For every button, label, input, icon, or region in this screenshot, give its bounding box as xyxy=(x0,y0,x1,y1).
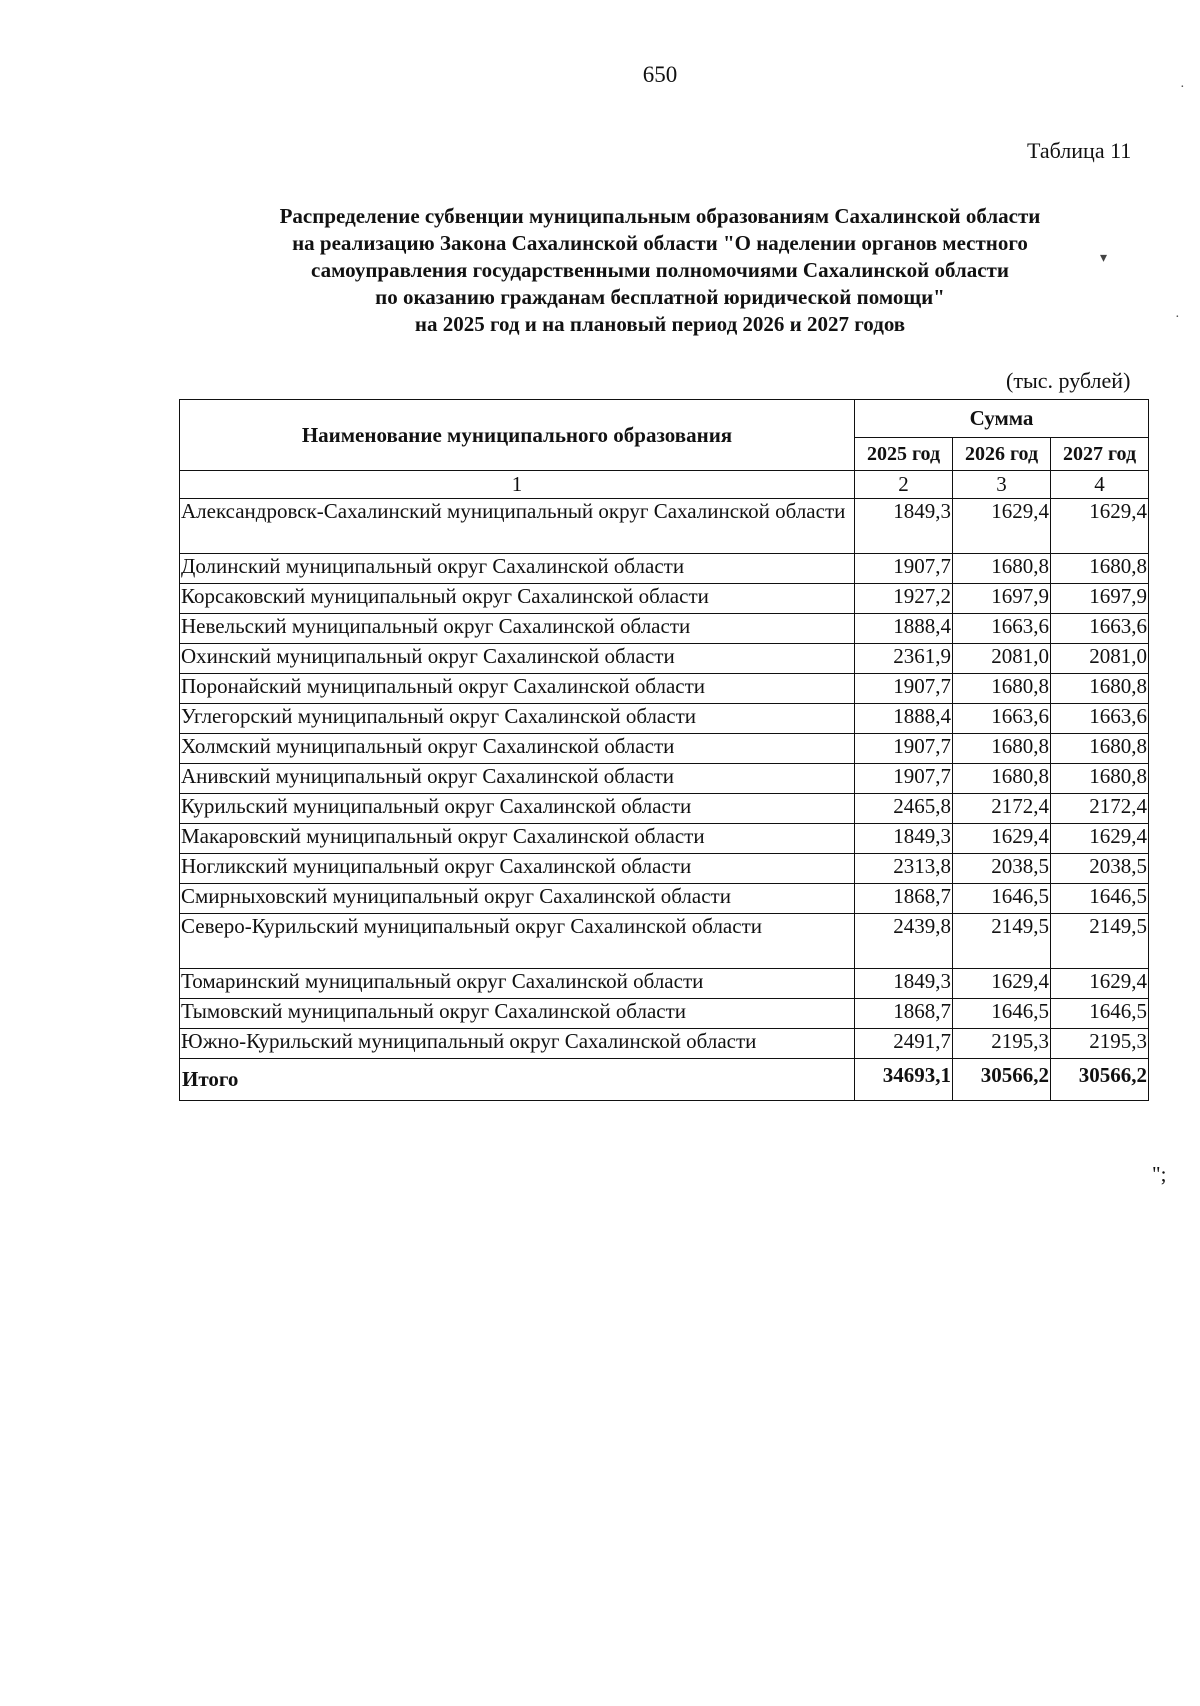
table-row xyxy=(180,764,1149,794)
header-year-2027: 2027 год xyxy=(1051,438,1149,471)
column-number: 1 xyxy=(180,471,855,499)
table-row xyxy=(180,854,1149,884)
column-number: 4 xyxy=(1051,471,1149,499)
table-row xyxy=(180,704,1149,734)
municipality-name: Курильский муниципальный округ Сахалинской области xyxy=(180,794,855,824)
value-2026: 1629,4 xyxy=(953,969,1051,999)
subvention-table xyxy=(179,399,1149,1101)
title-line: на 2025 год и на плановый период 2026 и 2027 годов xyxy=(414,312,906,336)
header-year-2025: 2025 год xyxy=(855,438,953,471)
municipality-name: Тымовский муниципальный округ Сахалинской области xyxy=(180,999,855,1029)
value-2026: 1680,8 xyxy=(953,554,1051,584)
table-row xyxy=(180,554,1149,584)
value-2027: 2038,5 xyxy=(1051,854,1149,884)
value-2027: 1680,8 xyxy=(1051,674,1149,704)
value-2026: 2172,4 xyxy=(953,794,1051,824)
municipality-name: Александровск-Сахалинский муниципальный округ Сахалинской области xyxy=(180,499,855,554)
value-2027: 2081,0 xyxy=(1051,644,1149,674)
table-row xyxy=(180,999,1149,1029)
municipality-name: Анивский муниципальный округ Сахалинской области xyxy=(180,764,855,794)
municipality-name: Макаровский муниципальный округ Сахалинской области xyxy=(180,824,855,854)
value-2025: 2361,9 xyxy=(855,644,953,674)
municipality-name: Охинский муниципальный округ Сахалинской области xyxy=(180,644,855,674)
value-2027: 2172,4 xyxy=(1051,794,1149,824)
value-2026: 1629,4 xyxy=(953,824,1051,854)
value-2027: 1646,5 xyxy=(1051,884,1149,914)
value-2026: 1680,8 xyxy=(953,674,1051,704)
value-2027: 1629,4 xyxy=(1051,969,1149,999)
value-2025: 1849,3 xyxy=(855,499,953,554)
municipality-name: Ногликский муниципальный округ Сахалинской области xyxy=(180,854,855,884)
table-row xyxy=(180,734,1149,764)
value-2027: 1663,6 xyxy=(1051,704,1149,734)
header-year-2026: 2026 год xyxy=(953,438,1051,471)
value-2026: 1680,8 xyxy=(953,764,1051,794)
table-row xyxy=(180,614,1149,644)
value-2025: 2439,8 xyxy=(855,914,953,969)
units-label: (тыс. рублей) xyxy=(1006,368,1131,393)
value-2027: 1697,9 xyxy=(1051,584,1149,614)
value-2025: 1888,4 xyxy=(855,704,953,734)
document-title xyxy=(180,203,1140,338)
value-2026: 2038,5 xyxy=(953,854,1051,884)
total-2026: 30566,2 xyxy=(953,1059,1051,1101)
value-2027: 1680,8 xyxy=(1051,734,1149,764)
value-2027: 1629,4 xyxy=(1051,824,1149,854)
value-2025: 1907,7 xyxy=(855,734,953,764)
total-2025: 34693,1 xyxy=(855,1059,953,1101)
municipality-name: Томаринский муниципальный округ Сахалинской области xyxy=(180,969,855,999)
title-line: самоуправления государственными полномочиями Сахалинской области xyxy=(311,258,1009,282)
municipality-name: Поронайский муниципальный округ Сахалинской области xyxy=(180,674,855,704)
municipality-name: Невельский муниципальный округ Сахалинской области xyxy=(180,614,855,644)
table-row xyxy=(180,499,1149,554)
table-row xyxy=(180,824,1149,854)
table-row xyxy=(180,914,1149,969)
value-2027: 1629,4 xyxy=(1051,499,1149,554)
municipality-name: Холмский муниципальный округ Сахалинской области xyxy=(180,734,855,764)
value-2026: 1646,5 xyxy=(953,884,1051,914)
municipality-name: Корсаковский муниципальный округ Сахалинской области xyxy=(180,584,855,614)
value-2025: 1868,7 xyxy=(855,884,953,914)
table-row xyxy=(180,884,1149,914)
table-label: Таблица 11 xyxy=(1027,138,1132,163)
header-municipality: Наименование муниципального образования xyxy=(180,400,855,471)
value-2026: 2195,3 xyxy=(953,1029,1051,1059)
municipality-name: Южно-Курильский муниципальный округ Сахалинской области xyxy=(180,1029,855,1059)
value-2026: 2081,0 xyxy=(953,644,1051,674)
value-2026: 1629,4 xyxy=(953,499,1051,554)
scan-speck: · xyxy=(1180,80,1185,95)
page-number: 650 xyxy=(642,62,678,87)
title-line: Распределение субвенции муниципальным образованиям Сахалинской области xyxy=(279,204,1041,228)
value-2027: 1663,6 xyxy=(1051,614,1149,644)
value-2025: 1907,7 xyxy=(855,554,953,584)
municipality-name: Долинский муниципальный округ Сахалинской области xyxy=(180,554,855,584)
total-row xyxy=(180,1059,1149,1101)
table-row xyxy=(180,644,1149,674)
value-2026: 1663,6 xyxy=(953,704,1051,734)
municipality-name: Смирныховский муниципальный округ Сахалинской области xyxy=(180,884,855,914)
table-row xyxy=(180,1029,1149,1059)
value-2026: 1663,6 xyxy=(953,614,1051,644)
value-2025: 1907,7 xyxy=(855,674,953,704)
value-2025: 1907,7 xyxy=(855,764,953,794)
column-number: 2 xyxy=(855,471,953,499)
title-line: на реализацию Закона Сахалинской области "О наделении органов местного xyxy=(292,231,1028,255)
value-2026: 1646,5 xyxy=(953,999,1051,1029)
value-2025: 1849,3 xyxy=(855,969,953,999)
municipality-name: Углегорский муниципальный округ Сахалинской области xyxy=(180,704,855,734)
value-2027: 2195,3 xyxy=(1051,1029,1149,1059)
value-2025: 2465,8 xyxy=(855,794,953,824)
value-2027: 1680,8 xyxy=(1051,554,1149,584)
value-2025: 1927,2 xyxy=(855,584,953,614)
table-row xyxy=(180,584,1149,614)
value-2025: 1888,4 xyxy=(855,614,953,644)
table-row xyxy=(180,794,1149,824)
total-2027: 30566,2 xyxy=(1051,1059,1149,1101)
value-2026: 1697,9 xyxy=(953,584,1051,614)
value-2025: 1849,3 xyxy=(855,824,953,854)
title-line: по оказанию гражданам бесплатной юридической помощи" xyxy=(375,285,945,309)
column-number: 3 xyxy=(953,471,1051,499)
closing-quote-mark: "; xyxy=(1152,1162,1167,1186)
value-2025: 1868,7 xyxy=(855,999,953,1029)
value-2026: 1680,8 xyxy=(953,734,1051,764)
value-2025: 2491,7 xyxy=(855,1029,953,1059)
value-2027: 2149,5 xyxy=(1051,914,1149,969)
table-row xyxy=(180,969,1149,999)
value-2025: 2313,8 xyxy=(855,854,953,884)
value-2026: 2149,5 xyxy=(953,914,1051,969)
table-row xyxy=(180,674,1149,704)
scan-speck: · xyxy=(1175,310,1180,325)
scan-speck: ▾ xyxy=(1100,251,1108,266)
value-2027: 1646,5 xyxy=(1051,999,1149,1029)
header-sum: Сумма xyxy=(855,400,1149,438)
value-2027: 1680,8 xyxy=(1051,764,1149,794)
total-label: Итого xyxy=(180,1059,855,1101)
municipality-name: Северо-Курильский муниципальный округ Сахалинской области xyxy=(180,914,855,969)
